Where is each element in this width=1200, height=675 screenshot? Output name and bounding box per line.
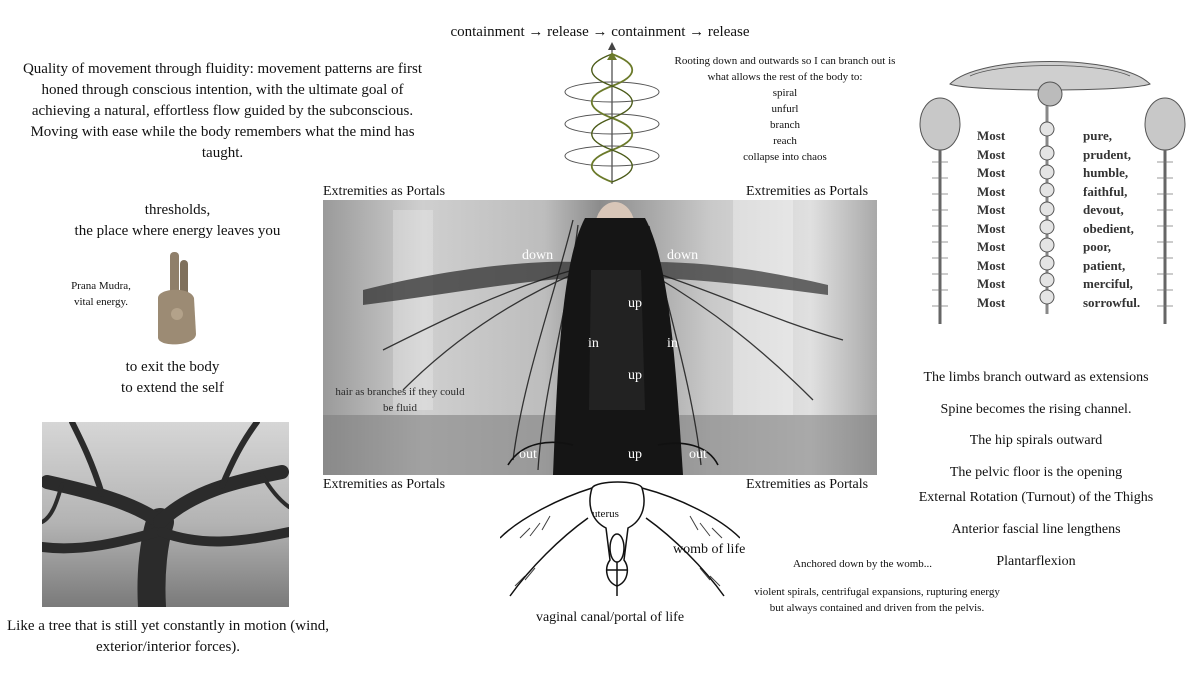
spiral-diagram — [555, 42, 670, 187]
portals-label-bottom-left: Extremities as Portals — [323, 477, 446, 492]
mudra-line-1: Prana Mudra, — [71, 280, 131, 292]
rooting-intro-1: Rooting down and outwards so I can branch out is — [674, 55, 896, 67]
exit-line-1: to exit the body — [125, 359, 220, 375]
womb-of-life-label: womb of life — [673, 542, 746, 557]
thresholds-line-2: the place where energy leaves you — [74, 223, 281, 239]
rooting-item: branch — [770, 119, 800, 131]
virtue-word: merciful, — [1083, 276, 1133, 291]
virtue-word: sorrowful. — [1083, 294, 1141, 310]
virtue-most: Most — [977, 220, 1006, 236]
virtue-word: patient, — [1083, 257, 1126, 273]
hair-note: hair as branches if they could be fluid — [335, 386, 465, 414]
virtue-word: prudent, — [1083, 146, 1132, 162]
virtue-most: Most — [977, 183, 1006, 199]
rooting-item: unfurl — [771, 103, 799, 115]
label-up-mid: up — [628, 368, 642, 383]
statement-2: Spine becomes the rising channel. — [940, 402, 1132, 417]
virtue-most: Most — [977, 294, 1006, 310]
virtue-most: Most — [977, 165, 1006, 180]
violent-note — [738, 584, 1016, 616]
cycle-text: containment → release → containment → release — [450, 24, 750, 40]
label-in-right: in — [667, 336, 678, 351]
virtue-word: devout, — [1083, 202, 1124, 217]
rooting-block — [660, 53, 910, 165]
label-out-left: out — [519, 447, 537, 462]
statement-5: External Rotation (Turnout) of the Thighs — [918, 490, 1154, 505]
vaginal-canal-label: vaginal canal/portal of life — [535, 610, 685, 625]
statement-3: The hip spirals outward — [969, 433, 1103, 448]
label-up-top: up — [628, 296, 642, 311]
anchored-note: Anchored down by the womb... — [793, 558, 933, 570]
portals-label-bottom-right: Extremities as Portals — [746, 477, 869, 492]
portals-label-top-left: Extremities as Portals — [323, 184, 446, 199]
virtue-most: Most — [977, 128, 1006, 143]
statement-4: The pelvic floor is the opening — [949, 465, 1123, 480]
label-in-left: in — [588, 336, 599, 351]
statement-6: Anterior fascial line lengthens — [951, 522, 1121, 537]
virtues-most-column — [977, 127, 1005, 312]
label-down-right: down — [667, 248, 699, 263]
portals-label-top-right: Extremities as Portals — [746, 184, 869, 199]
mudra-caption — [58, 278, 144, 310]
thresholds-line-1: thresholds, — [144, 202, 211, 218]
label-down-left: down — [522, 248, 554, 263]
virtue-word: obedient, — [1083, 220, 1134, 236]
rooting-item: spiral — [772, 87, 798, 99]
violent-line-1: violent spirals, centrifugal expansions, rupturing energy — [754, 586, 1000, 598]
virtue-most: Most — [977, 257, 1006, 273]
virtue-most: Most — [977, 276, 1006, 291]
virtue-word: pure, — [1083, 128, 1113, 143]
tree-photo — [42, 422, 289, 607]
label-up-bottom: up — [628, 447, 642, 462]
label-out-right: out — [689, 447, 707, 462]
spine-engraving — [910, 52, 1195, 332]
virtue-word: poor, — [1083, 239, 1112, 254]
virtue-most: Most — [977, 202, 1006, 217]
mudra-line-2: vital energy. — [73, 296, 129, 308]
statement-1: The limbs branch outward as extensions — [923, 370, 1149, 385]
exit-block — [75, 357, 270, 399]
dancer-photo — [323, 200, 877, 475]
virtue-most: Most — [977, 239, 1006, 254]
virtue-most: Most — [977, 146, 1006, 162]
rooting-intro-2: what allows the rest of the body to: — [707, 71, 863, 83]
violent-line-2: but always contained and driven from the pelvis. — [769, 602, 985, 614]
virtue-word: humble, — [1083, 165, 1129, 180]
uterus-label: uterus — [592, 508, 619, 520]
rooting-item: collapse into chaos — [743, 151, 827, 163]
virtues-word-column — [1083, 127, 1140, 312]
rooting-item: reach — [773, 135, 797, 147]
exit-line-2: to extend the self — [121, 380, 224, 396]
tree-caption: Like a tree that is still yet constantly in motion (wind, exterior/interior forces). — [6, 618, 330, 655]
hand-mudra-image — [150, 248, 200, 350]
thresholds-block — [55, 200, 300, 242]
quality-paragraph: Quality of movement through fluidity: movement patterns are first honed through conscious intention, with the ultimate goal of achieving a natural, effortless flow guided by the subconscious. Moving with ease while the body remembers what the mind has taught. — [22, 61, 423, 161]
statement-7: Plantarflexion — [996, 554, 1076, 569]
virtue-word: faithful, — [1083, 183, 1128, 199]
